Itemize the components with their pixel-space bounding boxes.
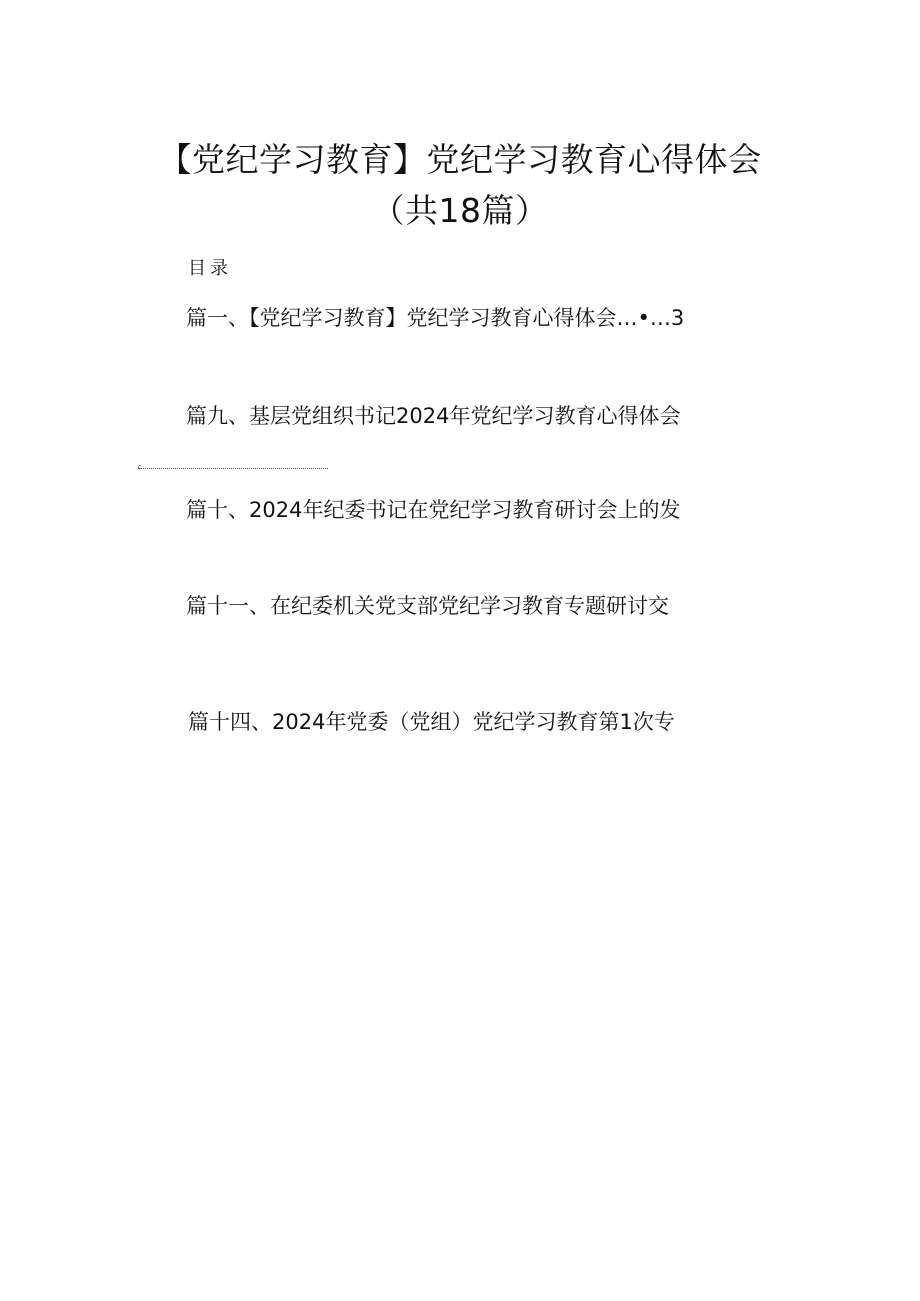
title-line-1: 【党纪学习教育】党纪学习教育心得体会 [158,140,762,179]
toc-item-1[interactable]: 篇一、【党纪学习教育】党纪学习教育心得体会…•…3 [186,306,685,330]
dotted-leader-mark: c [138,463,142,471]
dotted-leader-line [138,468,328,469]
toc-item-4[interactable]: 篇十一、在纪委机关党支部党纪学习教育专题研讨交 [186,594,669,618]
toc-heading: 目录 [188,258,232,279]
toc-item-3[interactable]: 篇十、2024年纪委书记在党纪学习教育研讨会上的发 [186,498,681,522]
title-line-2: （共18篇） [371,191,549,230]
toc-item-5[interactable]: 篇十四、2024年党委（党组）党纪学习教育第1次专 [188,710,675,734]
toc-item-2[interactable]: 篇九、基层党组织书记2024年党纪学习教育心得体会 [186,404,681,428]
